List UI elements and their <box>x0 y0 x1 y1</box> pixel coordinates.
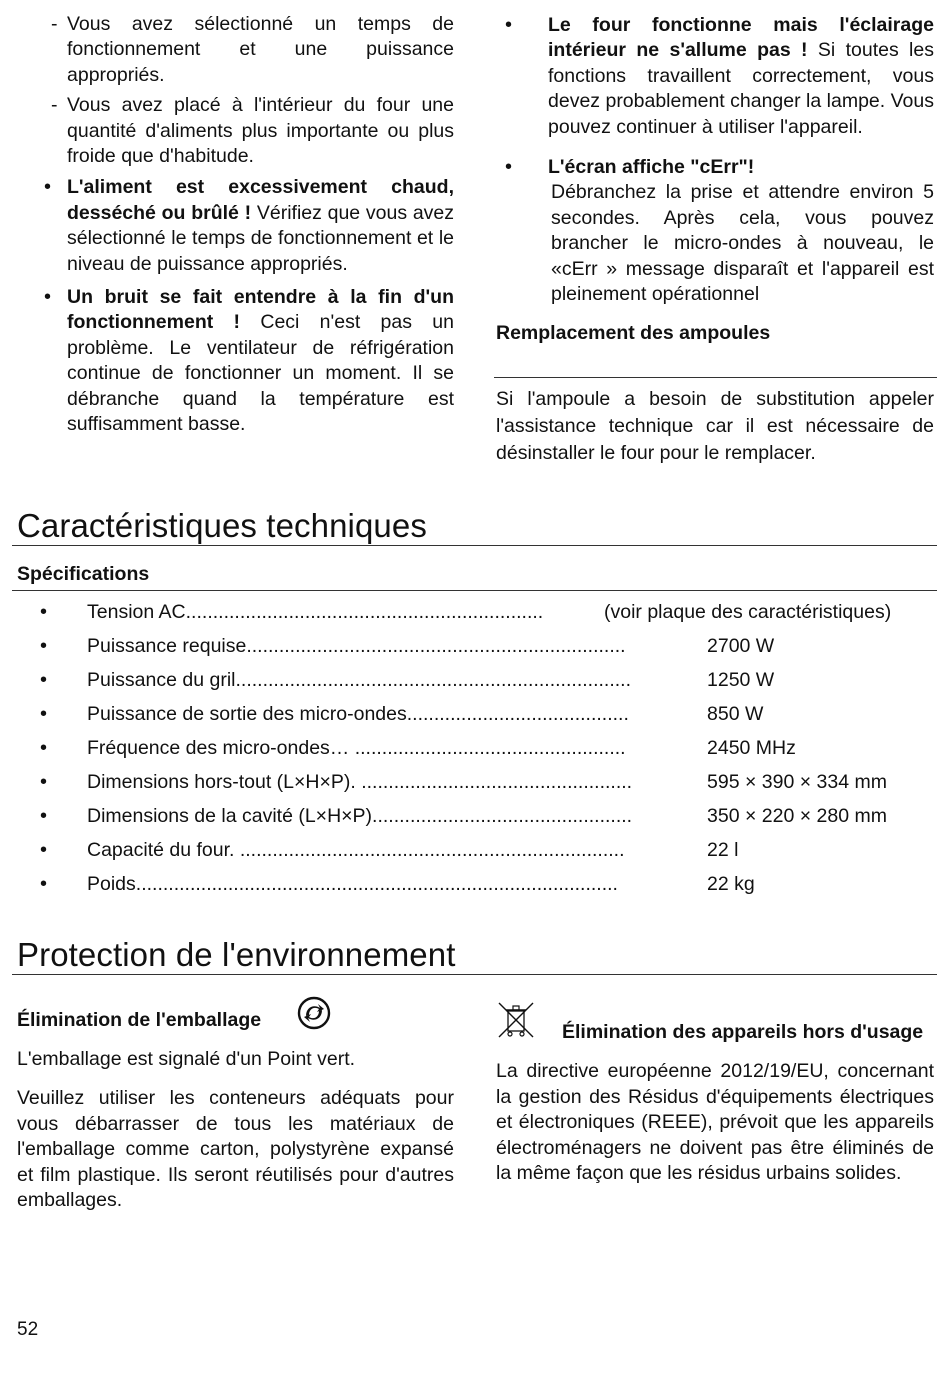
spec-label: Puissance requise...................................................................... <box>87 635 626 657</box>
tech-title: Caractéristiques techniques <box>17 507 427 544</box>
crossed-bin-icon <box>496 1000 536 1040</box>
spec-label: Tension AC.................................................................. <box>87 601 544 623</box>
lamp-heading: Remplacement des ampoules <box>496 322 771 345</box>
lamp-text: Si l'ampoule a besoin de substitution appeler l'assistance technique car il est nécessaire de désinstaller le four pour le remplacer. <box>496 388 934 464</box>
spec-heading: Spécifications <box>17 563 150 585</box>
spec-row: • Tension AC.................................................................. (voir plaque des caractéristiques) <box>0 600 950 634</box>
spec-value: 2700 W <box>707 635 775 657</box>
weee-section <box>496 1000 934 1186</box>
weee-heading: Élimination des appareils hors d'usage <box>562 1021 924 1043</box>
spec-row: • Capacité du four. ....................................................................... 22 l <box>0 838 950 872</box>
spec-value: (voir plaque des caractéristiques) <box>604 601 892 623</box>
spec-label: Poids......................................................................................... <box>87 873 618 895</box>
spec-row: • Puissance requise...................................................................... 2700 W <box>0 634 950 668</box>
spec-value: 2450 MHz <box>707 737 796 759</box>
spec-row: • Puissance du gril......................................................................... 1250 W <box>0 668 950 702</box>
env-title: Protection de l'environnement <box>17 936 456 973</box>
packaging-section <box>17 996 454 1213</box>
spec-label: Capacité du four. ....................................................................... <box>87 839 625 861</box>
spec-value: 350 × 220 × 280 mm <box>707 805 887 827</box>
spec-row: • Puissance de sortie des micro-ondes......................................... 850 W <box>0 702 950 736</box>
spec-row: • Fréquence des micro-ondes… .................................................. 2450 MHz <box>0 736 950 770</box>
tech-title-rule <box>12 545 937 546</box>
spec-label: Dimensions de la cavité (L×H×P)................................................ <box>87 805 633 827</box>
spec-value: 22 l <box>707 839 739 861</box>
weee-text: La directive européenne 2012/19/EU, concernant la gestion des Résidus d'équipements électriques et électroniques (REEE), prévoit que les appareils électroménagers ne doivent pas être éliminés de la même façon que les résidus urbains solides. <box>496 1060 934 1185</box>
dash-item: - Vous avez placé à l'intérieur du four une quantité d'aliments plus importante ou plus froide que d'habitude. <box>51 94 454 168</box>
spec-value: 850 W <box>707 703 764 725</box>
troubleshoot-bullet: • Le four fonctionne mais l'éclairage intérieur ne s'allume pas ! Si toutes les fonctions travaillent correctement, vous devez probablement changer la lampe. Vous pouvez continuer à utiliser l'appareil. <box>505 14 934 138</box>
packaging-text-2: Veuillez utiliser les conteneurs adéquats pour vous débarrasser de tous les matériaux de l'emballage comme carton, polystyrène expansé et film plastique. Ils seront réutilisés pour d'autres emballages. <box>17 1087 454 1212</box>
green-dot-icon <box>297 996 331 1030</box>
troubleshoot-bullet: • L'aliment est excessivement chaud, desséché ou brûlé ! Vérifiez que vous avez sélectionné le temps de fonctionnement et le niveau de puissance appropriés. <box>44 176 455 275</box>
spec-label: Puissance de sortie des micro-ondes......................................... <box>87 703 629 725</box>
spec-heading-rule <box>12 590 937 591</box>
troubleshoot-bullet: • Un bruit se fait entendre à la fin d'un fonctionnement ! Ceci n'est pas un problème. Le ventilateur de réfrigération continue de fonctionner un moment. Il se débranche quand la température est suffisamment basse. <box>44 286 454 436</box>
env-title-rule <box>12 974 937 975</box>
troubleshoot-bullet: • L'écran affiche "cErr"! Débranchez la prise et attendre environ 5 secondes. Après cela, vous pouvez brancher le micro-ondes à nouveau, le «cErr » message disparaît et l'appareil est pleinement opérationnel <box>505 156 934 306</box>
right-top-column <box>496 13 934 347</box>
packaging-text-1: L'emballage est signalé d'un Point vert. <box>17 1048 356 1070</box>
page-number: 52 <box>17 1319 39 1340</box>
spec-label: Fréquence des micro-ondes… .................................................. <box>87 737 626 759</box>
spec-row: • Dimensions hors-tout (L×H×P). .................................................. 595 × 390 × 334 mm <box>0 770 950 804</box>
spec-value: 22 kg <box>707 873 755 895</box>
lamp-heading-rule <box>494 377 937 378</box>
spec-row: • Dimensions de la cavité (L×H×P)................................................ 350 × 220 × 280 mm <box>0 804 950 838</box>
spec-label: Dimensions hors-tout (L×H×P). .................................................. <box>87 771 633 793</box>
spec-value: 1250 W <box>707 669 775 691</box>
packaging-heading: Élimination de l'emballage <box>17 1009 262 1031</box>
spec-label: Puissance du gril......................................................................... <box>87 669 631 691</box>
dash-item: - Vous avez sélectionné un temps de fonctionnement et une puissance appropriés. <box>51 13 454 86</box>
spec-value: 595 × 390 × 334 mm <box>707 771 887 793</box>
left-top-column <box>17 12 454 438</box>
spec-row: • Poids......................................................................................... 22 kg <box>0 872 950 906</box>
